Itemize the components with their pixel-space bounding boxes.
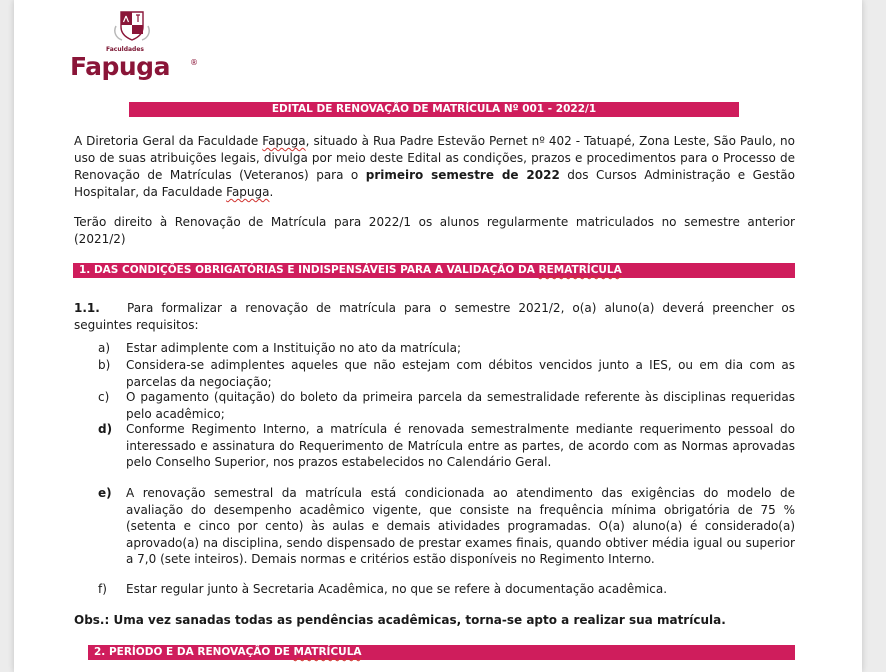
list-item-label: c) [98,390,110,404]
list-item-label: d) [98,422,113,436]
requirement-text: Para formalizar a renovação de matrícula para o semestre 2021/2, o(a) aluno(a) deverá preencher os seguintes requisitos: [74,301,795,332]
list-item-a [74,340,795,357]
list-item-text: Conforme Regimento Interno, a matrícula é renovada semestralmente mediante requerimento pessoal do interessado e assinatura do Requerimento de Matrícula entre as partes, de acordo com as Normas aprovadas pelo Conselho Superior, nos prazos estabelecidos no Calendário Geral. [126,422,795,469]
crest-icon [110,10,154,42]
section-2-title-banner: 2. PERÍODO E DA RENOVAÇÃO DE MATRÍCULA [88,645,795,660]
list-item-text: Estar regular junto à Secretaria Acadêmica, no que se refere à documentação acadêmica. [126,582,668,596]
list-item-b [74,357,795,390]
requirement-1-1 [74,300,795,333]
fapuga-logo [70,8,200,86]
intro-paragraph-1: A Diretoria Geral da Faculdade Fapuga, situado à Rua Padre Estevão Pernet nº 402 - Tatuapé, Zona Leste, São Paulo, no uso de suas atribuições legais, divulga por meio deste Edital as condições, prazos e procedimentos para o Processo de Renovação de Matrículas (Veteranos) para o primeiro semestre de 2022 dos Cursos Administração e Gestão Hospitalar, da Faculdade Fapuga. [74,134,795,199]
list-item-label: e) [98,486,112,500]
edital-title-banner: EDITAL DE RENOVAÇÃO DE MATRÍCULA Nº 001 - 2022/1 [129,102,739,117]
list-item-text: O pagamento (quitação) do boleto da primeira parcela da semestralidade referente às disciplinas requeridas pelo acadêmico; [126,390,795,421]
observation-note: Obs.: Uma vez sanadas todas as pendências acadêmicas, torna-se apto a realizar sua matrícula. [74,613,726,627]
list-item-label: b) [98,358,111,372]
list-item-d [74,421,795,471]
list-item-text: A renovação semestral da matrícula está condicionada ao atendimento das exigências do modelo de avaliação do desempenho acadêmico vigente, que consiste na frequência mínima obrigatória de 75 % (setenta e cinco por cento) às aulas e demais atividades programadas. O(a) aluno(a) é considerado(a) aprovado(a) na disciplina, sendo dispensado de prestar exames finais, quando obtiver média igual ou superior a 7,0 (sete inteiros). Demais normas e critérios estão disponíveis no Regimento Interno. [126,486,795,566]
list-item-f [74,581,795,598]
intro-paragraph-2: Terão direito à Renovação de Matrícula para 2022/1 os alunos regularmente matriculados no semestre anterior (2021/2) [74,215,795,246]
logo-name-text: Fapuga [70,52,170,81]
logo-registered-mark: ® [190,58,198,67]
section-1-title-banner: 1. DAS CONDIÇÕES OBRIGATÓRIAS E INDISPENSÁVEIS PARA A VALIDAÇÃO DA REMATRÍCULA [73,263,795,278]
document-page [14,0,862,672]
list-item-text: Considera-se adimplentes aqueles que não estejam com débitos vencidos junto a IES, ou em dia com as parcelas da negociação; [126,358,795,389]
list-item-label: f) [98,582,107,596]
logo-faculdades-text: Faculdades [106,46,144,53]
list-item-c [74,389,795,422]
list-item-label: a) [98,341,111,355]
list-item-e [74,485,795,568]
requirement-number: 1.1. [74,301,100,315]
intro-bold-semester: primeiro semestre de 2022 [365,168,560,182]
list-item-text: Estar adimplente com a Instituição no ato da matrícula; [126,341,461,355]
